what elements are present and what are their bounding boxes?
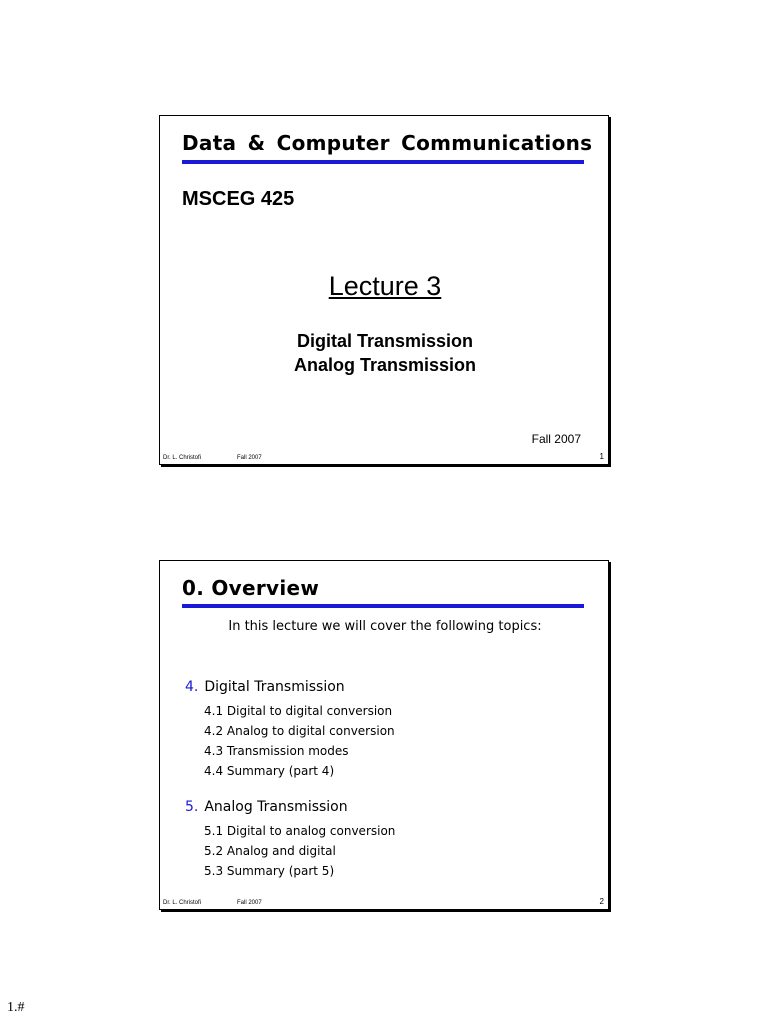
title-underline-bar	[182, 160, 584, 164]
section-number: 5.	[185, 799, 199, 815]
section-heading	[185, 679, 395, 701]
topic-list	[204, 821, 395, 881]
list-item: 4.1 Digital to digital conversion	[204, 704, 393, 718]
subtitle-digital: Digital Transmission	[296, 331, 474, 351]
slide-number: 1	[599, 452, 604, 461]
term-label: Fall 2007	[531, 432, 581, 446]
section-title: Digital Transmission	[204, 679, 345, 695]
lecture-subtitles	[160, 329, 610, 377]
topic-list	[204, 701, 395, 781]
footer-date: Fall 2007	[237, 455, 262, 461]
page-label: 1.#	[7, 1000, 25, 1015]
section-digital-transmission	[185, 679, 395, 781]
section-heading	[185, 799, 395, 821]
slide-title: Data & Computer Communications	[182, 131, 593, 155]
intro-text: In this lecture we will cover the following topics:	[228, 619, 542, 634]
course-code: MSCEG 425	[182, 188, 295, 210]
list-item: 4.3 Transmission modes	[204, 744, 349, 758]
footer-author: Dr. L. Christofi	[163, 455, 202, 461]
footer-author: Dr. L. Christofi	[163, 900, 202, 906]
slide-2	[159, 560, 609, 910]
section-title: Analog Transmission	[204, 799, 348, 815]
section-number: 4.	[185, 679, 199, 695]
section-analog-transmission	[185, 799, 395, 881]
slide-title: 0. Overview	[182, 576, 320, 600]
lecture-number: Lecture 3	[328, 271, 442, 301]
footer-date: Fall 2007	[237, 900, 262, 906]
list-item: 4.4 Summary (part 4)	[204, 764, 335, 778]
subtitle-analog: Analog Transmission	[293, 355, 477, 375]
list-item: 5.1 Digital to analog conversion	[204, 824, 396, 838]
slide-number: 2	[599, 897, 604, 906]
list-item: 4.2 Analog to digital conversion	[204, 724, 395, 738]
list-item: 5.3 Summary (part 5)	[204, 864, 335, 878]
title-underline-bar	[182, 604, 584, 608]
list-item: 5.2 Analog and digital	[204, 844, 336, 858]
slide-1	[159, 115, 609, 465]
